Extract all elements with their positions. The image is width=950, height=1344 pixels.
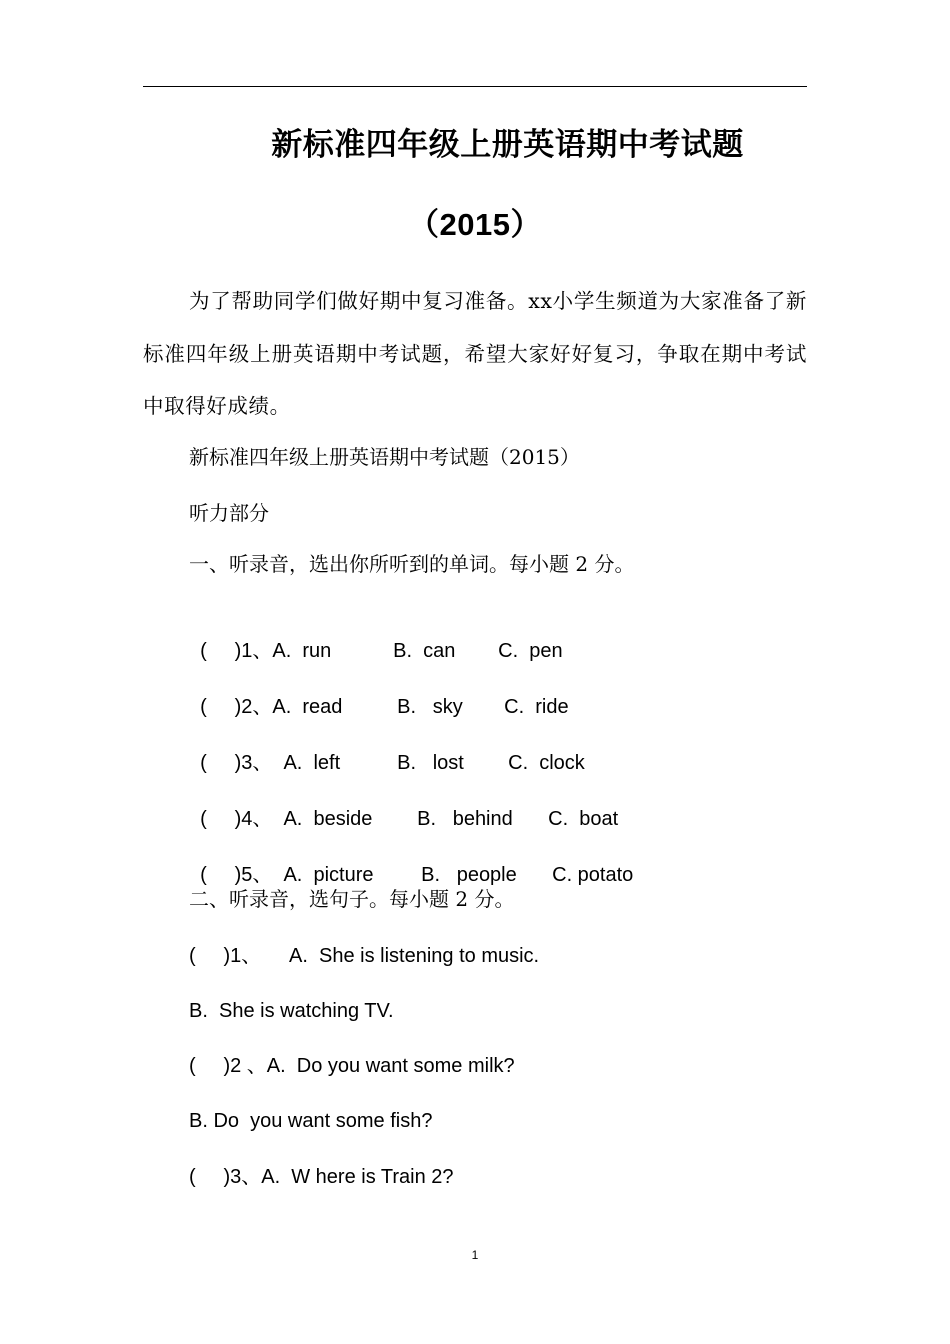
- option-c: C. potato: [552, 864, 634, 886]
- option-b: B. behind: [417, 808, 513, 830]
- option-b: B. lost: [397, 752, 464, 774]
- part2-heading: 二、听录音，选句子。每小题 2 分。: [189, 887, 515, 911]
- page-number: 1: [471, 1248, 479, 1262]
- option-a: ( )5、 A. picture: [200, 864, 374, 886]
- option-b: B. sky: [397, 696, 463, 718]
- subtitle: 新标准四年级上册英语期中考试题（2015）: [189, 445, 580, 469]
- option-a: ( )2、A. read: [200, 696, 343, 718]
- option-c: C. boat: [548, 808, 619, 830]
- option-a: ( )1、A. run: [200, 640, 332, 662]
- option-a: ( )4、 A. beside: [200, 808, 373, 830]
- sentence-line: B. She is watching TV.: [189, 1000, 394, 1022]
- option-a: ( )3、 A. left: [200, 752, 341, 774]
- question-row: [189, 606, 563, 666]
- header-rule: [143, 86, 807, 87]
- option-b: B. can: [393, 640, 456, 662]
- sentence-line: ( )3、A. W here is Train 2?: [189, 1166, 454, 1188]
- intro-paragraph: 为了帮助同学们做好期中复习准备。xx小学生频道为大家准备了新标准四年级上册英语期中考试题，希望大家好好复习，争取在期中考试中取得好成绩。: [143, 289, 807, 418]
- sentence-line: ( )2 、A. Do you want some milk?: [189, 1055, 515, 1077]
- question-row: [189, 662, 569, 722]
- section-heading-listening: 听力部分: [189, 501, 269, 525]
- sentence-line: ( )1、 A. She is listening to music.: [189, 945, 540, 967]
- document-title: 新标准四年级上册英语期中考试题: [271, 127, 744, 163]
- option-c: C. pen: [498, 640, 563, 662]
- part1-heading: 一、听录音，选出你所听到的单词。每小题 2 分。: [189, 552, 635, 576]
- option-b: B. people: [421, 864, 517, 886]
- document-title-year: （2015）: [408, 207, 542, 242]
- option-c: C. clock: [508, 752, 585, 774]
- sentence-line: B. Do you want some fish?: [189, 1110, 433, 1132]
- question-row: [189, 718, 585, 778]
- question-row: [189, 830, 633, 890]
- question-row: [189, 774, 618, 834]
- option-c: C. ride: [504, 696, 569, 718]
